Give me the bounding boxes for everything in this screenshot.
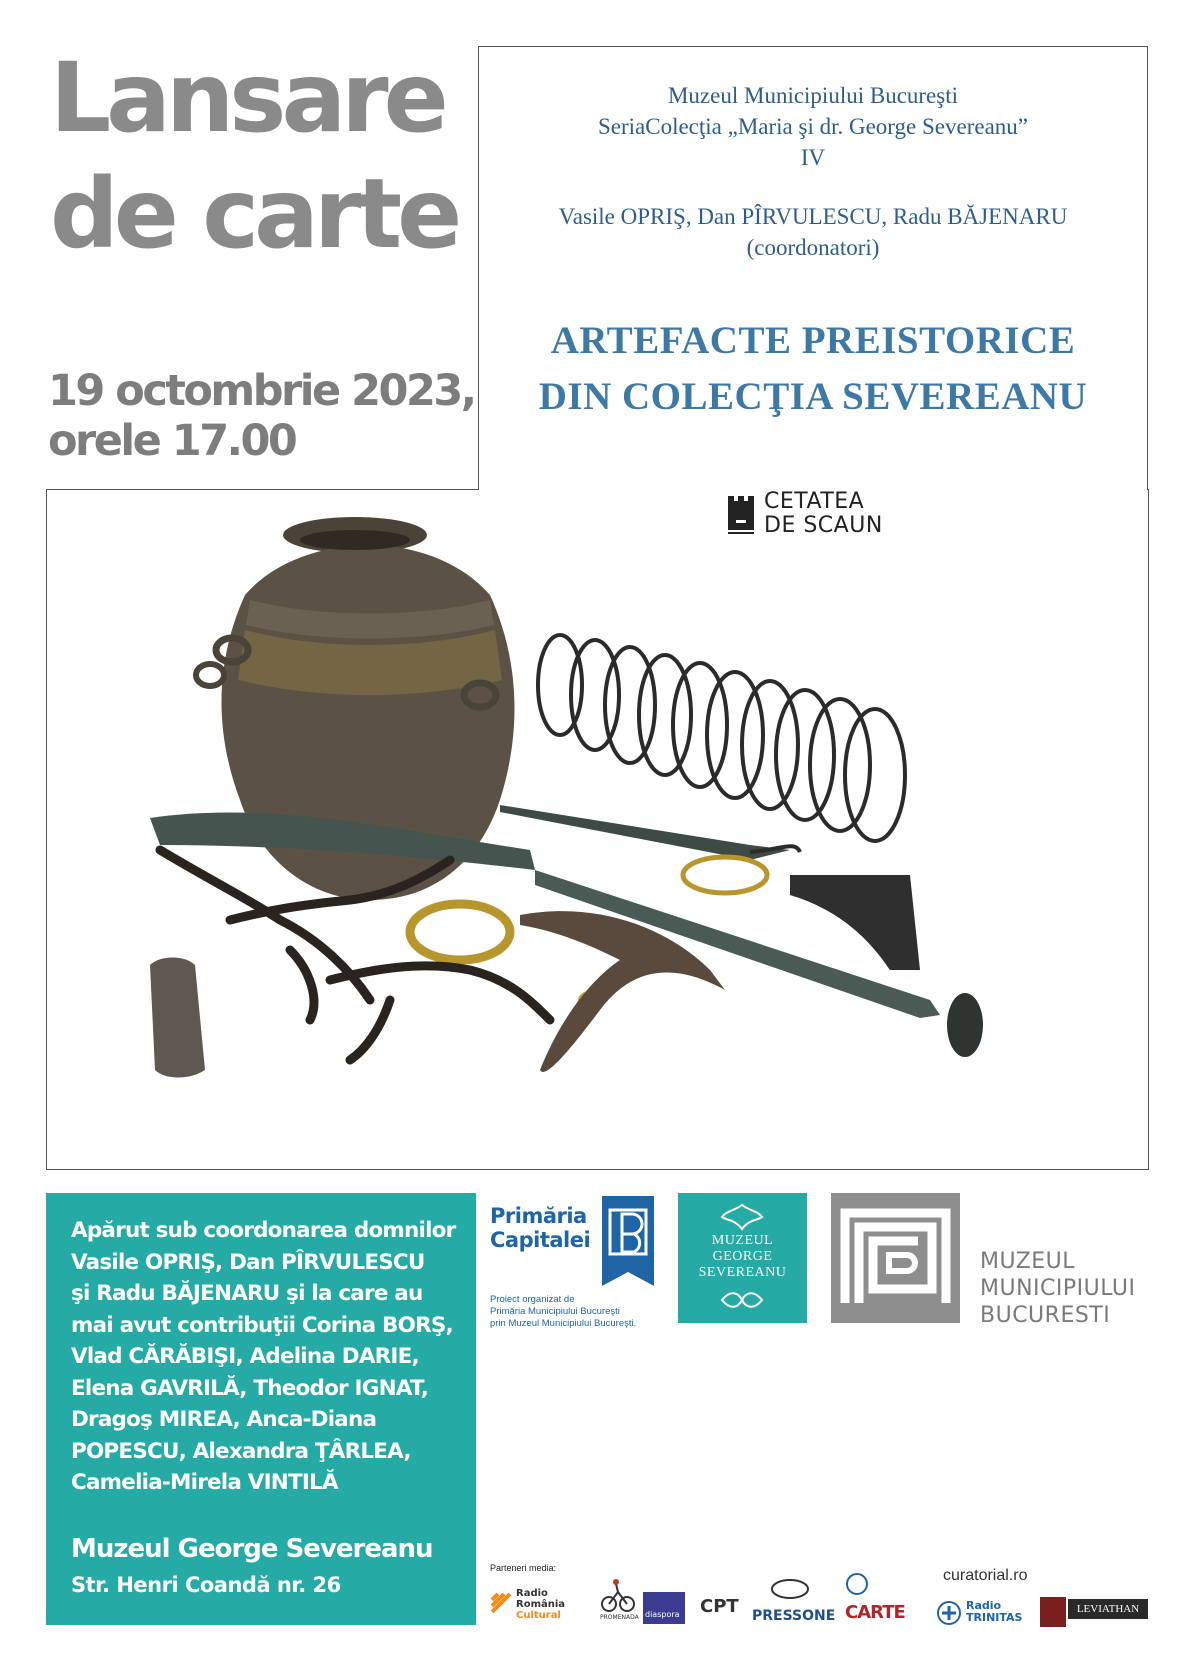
promenada-label: PROMENADA	[600, 1614, 639, 1621]
primaria-note-line: Proiect organizat de	[490, 1294, 575, 1305]
event-time: orele 17.00	[48, 416, 296, 466]
publisher-name-line-2: DE SCAUN	[764, 513, 883, 538]
cyclist-icon	[600, 1578, 636, 1614]
volume-number: IV	[800, 145, 826, 170]
credits-line: POPESCU, Alexandra ŢÂRLEA,	[71, 1438, 411, 1464]
authors-role: (coordonatori)	[746, 235, 880, 260]
radio-romania-line: Radio	[516, 1588, 548, 1599]
credits-line: Apărut sub coordonarea domnilor	[71, 1218, 456, 1243]
partners-label: Parteneri media:	[490, 1563, 557, 1573]
primaria-name-line-2: Capitalei	[490, 1228, 591, 1252]
credits-panel	[46, 1193, 476, 1625]
book-title-line-2: DIN COLECŢIA SEVEREANU	[538, 375, 1088, 418]
mmb-name	[980, 1248, 1136, 1329]
gold-bracelet	[683, 857, 767, 893]
primaria-note-line: Primăria Municipiului Bucureşti	[490, 1306, 620, 1317]
pressone-label: PRESSONE	[752, 1608, 836, 1624]
bronze-celt	[150, 958, 205, 1078]
promenada-logo	[600, 1578, 640, 1624]
mgs-line: SEVEREANU	[698, 1265, 787, 1280]
credits-line: Vlad CĂRĂBIŞI, Adelina DARIE,	[71, 1344, 419, 1369]
agentia-label: CARTE	[845, 1602, 905, 1623]
muzeul-george-severeanu-logo	[678, 1193, 807, 1323]
event-date: 19 octombrie 2023,	[48, 366, 475, 416]
cross-icon	[936, 1600, 962, 1626]
mmb-name-line: BUCURESTI	[980, 1303, 1111, 1328]
primaria-note-line: prin Muzeul Municipiului Bucureşti.	[490, 1318, 637, 1329]
radio-trinitas-line: Radio	[966, 1599, 1002, 1612]
museum-name: Muzeul Municipiului Bucureşti	[667, 83, 958, 108]
radio-trinitas-line: TRINITAS	[966, 1611, 1023, 1624]
event-datetime	[48, 366, 475, 466]
cpt-label: CPT	[700, 1596, 739, 1617]
uzp-emblem-icon	[770, 1578, 810, 1600]
radio-waves-icon	[490, 1590, 512, 1614]
credits-line: mai avut contribuţii Corina BORŞ,	[71, 1312, 453, 1338]
mmb-name-line: MUNICIPIULUI	[980, 1276, 1136, 1301]
diaspora-label: diaspora	[645, 1610, 680, 1619]
primaria-badge-icon	[602, 1196, 654, 1286]
primaria-name-line-1: Primăria	[490, 1204, 587, 1228]
mmb-name-line: MUZEUL	[980, 1249, 1076, 1274]
pressone-logo	[752, 1578, 836, 1626]
publisher-name-line-1: CETATEA	[764, 489, 865, 514]
mmb-maze-icon	[831, 1193, 960, 1323]
ornament-icon	[720, 1288, 765, 1312]
credits-line: Dragoş MIREA, Anca-Diana	[71, 1407, 377, 1432]
headline	[50, 40, 470, 272]
book-title	[479, 313, 1147, 425]
cpt-logo	[692, 1588, 739, 1624]
series-name: SeriaColecţia „Maria şi dr. George Severeanu”	[597, 114, 1028, 139]
book-info	[479, 80, 1147, 425]
credits-line: Vasile OPRIŞ, Dan PÎRVULESCU	[71, 1249, 425, 1275]
venue-name: Muzeul George Severeanu	[71, 1534, 433, 1564]
book-title-line-1: ARTEFACTE PREISTORICE	[550, 319, 1076, 362]
ornament-icon	[720, 1203, 765, 1231]
mgs-line: MUZEUL	[711, 1233, 774, 1248]
radio-trinitas-logo	[936, 1600, 1031, 1630]
leviathan-label: LEVIATHAN	[1068, 1599, 1148, 1619]
venue-address: Str. Henri Coandă nr. 26	[71, 1573, 341, 1597]
venue	[71, 1531, 433, 1603]
leviathan-emblem	[1040, 1597, 1066, 1627]
leviathan-logo	[1040, 1597, 1148, 1627]
agentia-de-carte-logo	[845, 1572, 925, 1628]
curatorial-logo: curatorial.ro	[943, 1567, 1028, 1584]
book-authors: Vasile OPRIŞ, Dan PÎRVULESCU, Radu BĂJENARU	[558, 204, 1068, 229]
credits-line: Camelia-Mirela VINTILĂ	[71, 1470, 338, 1495]
bronze-axe	[790, 875, 920, 970]
radio-romania-line: România	[516, 1599, 566, 1610]
credits-line: şi Radu BĂJENARU şi la care au	[71, 1281, 423, 1306]
credits-line: Elena GAVRILĂ, Theodor IGNAT,	[71, 1375, 429, 1401]
globe-seal-icon	[845, 1572, 869, 1596]
bronze-spiral	[538, 635, 905, 841]
gold-ring	[410, 904, 510, 960]
primaria-capitalei-logo	[490, 1196, 660, 1346]
mgs-line: GEORGE	[712, 1249, 773, 1264]
bronze-dagger	[500, 805, 790, 860]
primaria-note	[490, 1294, 636, 1330]
headline-line-1: Lansare	[50, 42, 444, 154]
radio-diaspora-logo	[643, 1592, 685, 1624]
artefacts-photo	[150, 500, 1090, 1160]
mmb-emblem	[831, 1193, 960, 1323]
radio-romania-line: Cultural	[516, 1610, 561, 1621]
headline-line-2: de carte	[50, 158, 458, 270]
credits-text	[71, 1215, 456, 1499]
